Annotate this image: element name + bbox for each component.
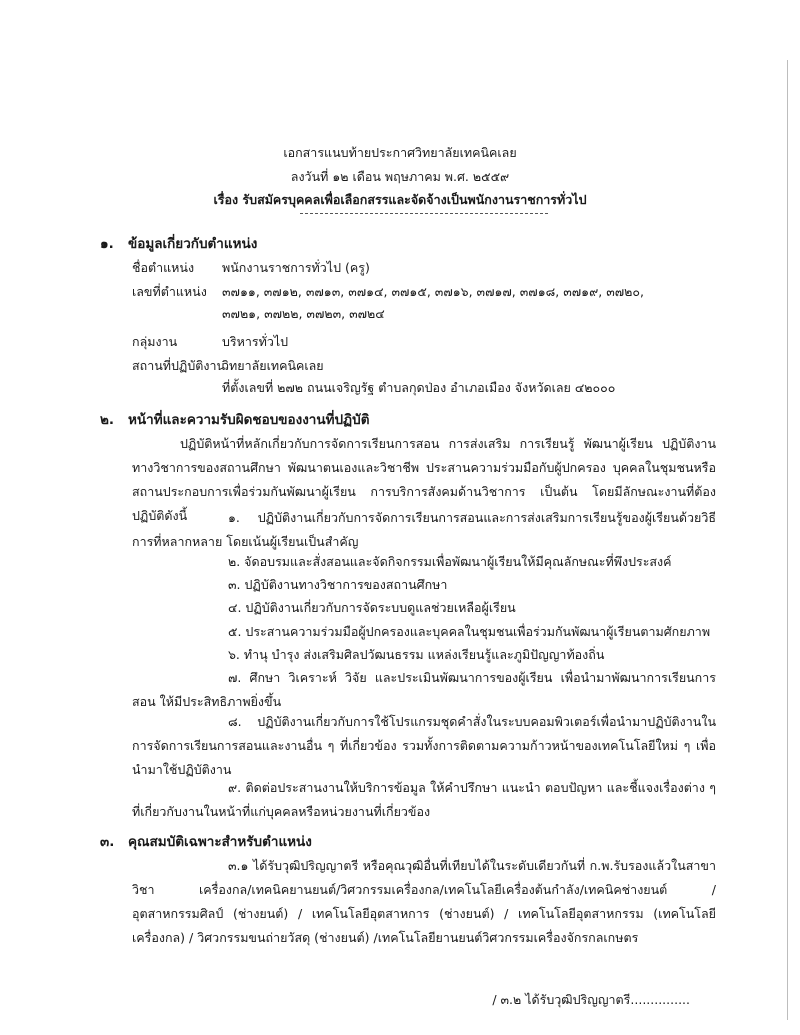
duty-item-1: ๑. ปฏิบัติงานเกี่ยวกับการจัดการเรียนการสอนและการส่งเสริมการเรียนรู้ของผู้เรียนด้วยวิธีการที่หลากหลาย โดยเน้นผู้เรียนเป็นสำคัญ — [132, 510, 716, 549]
work-group-row: กลุ่มงาน บริหารทั่วไป — [132, 334, 289, 349]
position-number-row-cont: ๓๗๒๑, ๓๗๒๒, ๓๗๒๓, ๓๗๒๔ — [222, 306, 385, 321]
duty-item-4: ๔. ปฏิบัติงานเกี่ยวกับการจัดระบบดูแลช่วยเหลือผู้เรียน — [228, 600, 516, 615]
qualification-item-1: ๓.๑ ได้รับวุฒิปริญญาตรี หรือคุณวุฒิอื่นที่เทียบได้ในระดับเดียวกันที่ ก.พ.รับรองแล้วในสาขาวิชา เครื่องกล/เทคนิคยานยนต์/วิศวกรรมเครื่องกล/เทคโนโลยีเครื่องต้นกำลัง/เทคนิคช่างยนต์ / อุตสาหกรรมศิลป์ (ช่างยนต์) / เทคโนโลยีอุตสาหการ (ช่างยนต์) / เทคโนโลยีอุตสาหกรรม (เทคโนโลยีเครื่องกล) / วิศวกรรมขนถ่ายวัสดุ (ช่างยนต์) /เทคโนโลยียานยนต์วิศวกรรมเครื่องจักรกลเกษตร — [132, 858, 716, 945]
section-3-heading: ๓. คุณสมบัติเฉพาะสำหรับตำแหน่ง — [100, 834, 312, 850]
duty-item-7: ๗. ศึกษา วิเคราะห์ วิจัย และประเมินพัฒนาการของผู้เรียน เพื่อนำมาพัฒนาการเรียนการสอน ให้มีประสิทธิภาพยิ่งขึ้น — [132, 670, 716, 709]
doc-subject: เรื่อง รับสมัครบุคคลเพื่อเลือกสรรและจัดจ้างเป็นพนักงานราชการทั่วไป — [213, 192, 587, 207]
workplace-address-row: ที่ตั้งเลขที่ ๒๗๒ ถนนเจริญรัฐ ตำบลกุดป่อง อำเภอเมือง จังหวัดเลย ๔๒๐๐๐ — [222, 380, 616, 395]
duty-item-6: ๖. ทำนุ บำรุง ส่งเสริมศิลปวัฒนธรรม แหล่งเรียนรู้และภูมิปัญญาท้องถิ่น — [228, 647, 605, 662]
workplace-row: สถานที่ปฏิบัติงานวิทยาลัยเทคนิคเลย — [132, 358, 324, 373]
position-number-row: เลขที่ตำแหน่ง ๓๗๑๑, ๓๗๑๒, ๓๗๑๓, ๓๗๑๔, ๓๗๑๕, ๓๗๑๖, ๓๗๑๗, ๓๗๑๘, ๓๗๑๙, ๓๗๒๐, — [132, 284, 644, 299]
duty-item-2: ๒. จัดอบรมและสั่งสอนและจัดกิจกรรมเพื่อพัฒนาผู้เรียนให้มีคุณลักษณะที่พึงประสงค์ — [228, 554, 672, 569]
duties-intro: ปฏิบัติหน้าที่หลักเกี่ยวกับการจัดการเรียนการสอน การส่งเสริม การเรียนรู้ พัฒนาผู้เรียน ปฏิบัติงานทางวิชาการของสถานศึกษา พัฒนาตนเองและวิชาชีพ ประสานความร่วมมือกับผู้ปกครอง บุคคลในชุมชนหรือสถานประกอบการเพื่อร่วมกันพัฒนาผู้เรียน การบริการสังคมด้านวิชาการ เป็นต้น โดยมีลักษณะงานที่ต้องปฏิบัติดังนี้ — [132, 436, 716, 523]
duty-item-3: ๓. ปฏิบัติงานทางวิชาการของสถานศึกษา — [228, 577, 448, 592]
doc-date: ลงวันที่ ๑๒ เดือน พฤษภาคม พ.ศ. ๒๕๕๙ — [290, 169, 510, 184]
section-1-heading: ๑. ข้อมูลเกี่ยวกับตำแหน่ง — [100, 236, 258, 252]
duty-item-8: ๘. ปฏิบัติงานเกี่ยวกับการใช้โปรแกรมชุดคำสั่งในระบบคอมพิวเตอร์เพื่อนำมาปฏิบัติงานในการจัดการเรียนการสอนและงานอื่น ๆ ที่เกี่ยวข้อง รวมทั้งการติดตามความก้าวหน้าของเทคโนโลยีใหม่ ๆ เพื่อนำมาใช้ปฏิบัติงาน — [132, 714, 716, 777]
page-continuation: / ๓.๒ ได้รับวุฒิปริญญาตรี............... — [492, 992, 690, 1007]
position-name-row: ชื่อตำแหน่ง พนักงานราชการทั่วไป (ครู) — [132, 260, 370, 275]
section-2-heading: ๒. หน้าที่และความรับผิดชอบของงานที่ปฏิบัติ — [100, 412, 370, 428]
doc-title: เอกสารแนบท้ายประกาศวิทยาลัยเทคนิคเลย — [283, 145, 517, 160]
header-divider — [300, 213, 548, 214]
duty-item-9: ๙. ติดต่อประสานงานให้บริการข้อมูล ให้คำปรึกษา แนะนำ ตอบปัญหา และชี้แจงเรื่องต่าง ๆ ที่เกี่ยวกับงานในหน้าที่แก่บุคคลหรือหน่วยงานที่เกี่ยวข้อง — [132, 780, 716, 819]
duty-item-5: ๕. ประสานความร่วมมือผู้ปกครองและบุคคลในชุมชนเพื่อร่วมกันพัฒนาผู้เรียนตามศักยภาพ — [228, 624, 711, 639]
